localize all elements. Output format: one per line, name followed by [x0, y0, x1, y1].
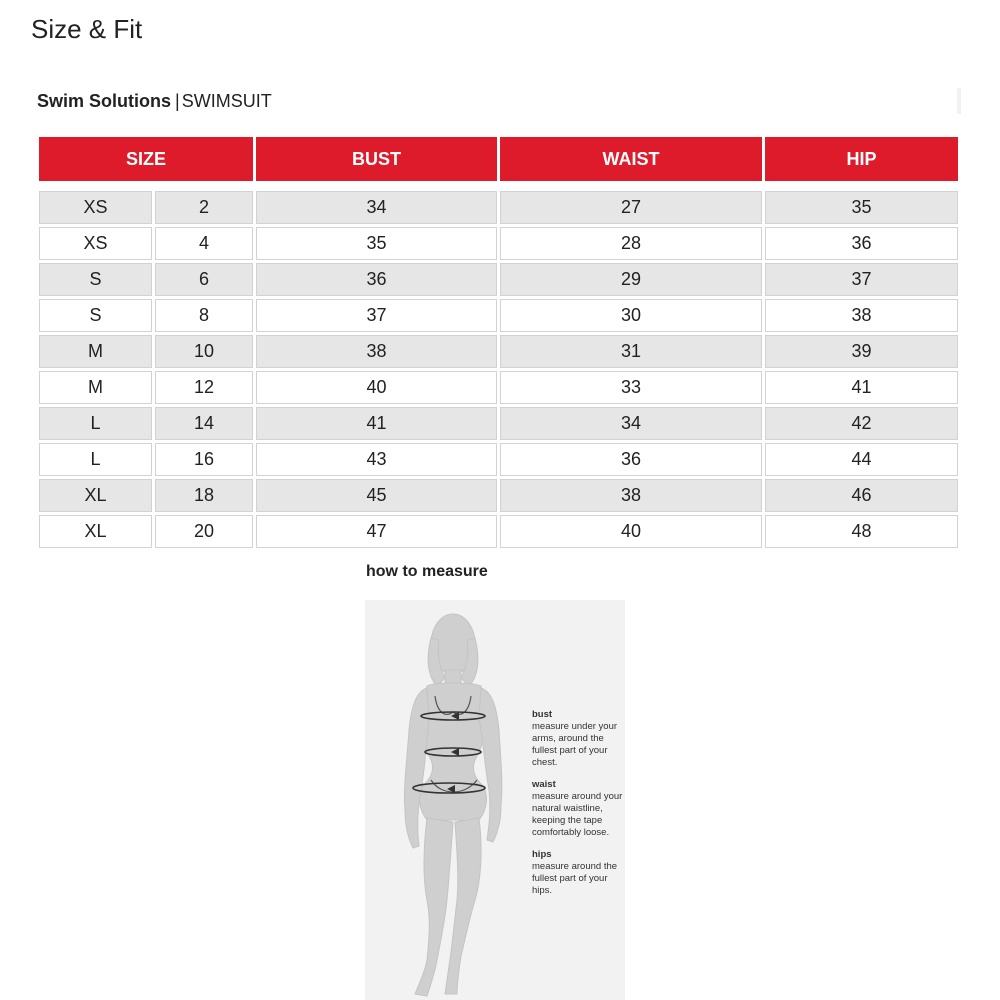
cell-bust: 41: [256, 407, 497, 440]
table-row: [39, 515, 958, 548]
table-row: [39, 299, 958, 332]
note-hips: hips measure around the fullest part of your hips.: [532, 849, 618, 896]
header-size: SIZE: [39, 137, 253, 181]
cell-size-letter: M: [39, 371, 152, 404]
cell-bust: 47: [256, 515, 497, 548]
product-category: SWIMSUIT: [181, 91, 272, 111]
cell-bust: 36: [256, 263, 497, 296]
table-header-row: [39, 137, 958, 181]
cell-waist: 29: [500, 263, 762, 296]
cell-size-letter: L: [39, 407, 152, 440]
cell-size-number: 16: [155, 443, 253, 476]
table-row: [39, 371, 958, 404]
cell-size-number: 4: [155, 227, 253, 260]
cell-size-letter: S: [39, 263, 152, 296]
header-hip: HIP: [765, 137, 958, 181]
cell-waist: 27: [500, 191, 762, 224]
how-to-measure-heading: how to measure: [366, 563, 488, 580]
cell-size-number: 8: [155, 299, 253, 332]
size-chart-body: [39, 191, 958, 548]
table-row: [39, 443, 958, 476]
table-row: [39, 479, 958, 512]
cell-bust: 34: [256, 191, 497, 224]
measurement-guide-image: [365, 600, 625, 1000]
note-waist: waist measure around your natural waistline, keeping the tape comfortably loose.: [532, 779, 623, 838]
cell-size-letter: XS: [39, 191, 152, 224]
cell-size-number: 6: [155, 263, 253, 296]
cell-hip: 37: [765, 263, 958, 296]
cell-size-number: 18: [155, 479, 253, 512]
cell-waist: 40: [500, 515, 762, 548]
cell-size-letter: M: [39, 335, 152, 368]
table-row: [39, 407, 958, 440]
table-row: [39, 227, 958, 260]
cell-hip: 38: [765, 299, 958, 332]
cell-waist: 34: [500, 407, 762, 440]
cell-size-number: 10: [155, 335, 253, 368]
cell-waist: 38: [500, 479, 762, 512]
cell-bust: 45: [256, 479, 497, 512]
cell-size-letter: L: [39, 443, 152, 476]
cell-size-letter: XL: [39, 515, 152, 548]
cell-hip: 46: [765, 479, 958, 512]
cell-waist: 31: [500, 335, 762, 368]
cell-hip: 36: [765, 227, 958, 260]
cell-size-letter: XL: [39, 479, 152, 512]
table-row: [39, 263, 958, 296]
cell-waist: 36: [500, 443, 762, 476]
cell-bust: 38: [256, 335, 497, 368]
cell-size-number: 2: [155, 191, 253, 224]
cell-hip: 44: [765, 443, 958, 476]
scrollbar[interactable]: [957, 88, 961, 114]
cell-size-letter: XS: [39, 227, 152, 260]
table-row: [39, 191, 958, 224]
header-waist: WAIST: [500, 137, 762, 181]
cell-hip: 42: [765, 407, 958, 440]
header-bust: BUST: [256, 137, 497, 181]
header-spacer: [39, 184, 958, 188]
cell-waist: 28: [500, 227, 762, 260]
cell-size-number: 20: [155, 515, 253, 548]
brand-name: Swim Solutions: [37, 91, 172, 111]
product-heading: [37, 91, 272, 112]
cell-hip: 35: [765, 191, 958, 224]
cell-size-number: 14: [155, 407, 253, 440]
cell-hip: 41: [765, 371, 958, 404]
cell-size-number: 12: [155, 371, 253, 404]
cell-bust: 43: [256, 443, 497, 476]
cell-waist: 33: [500, 371, 762, 404]
cell-bust: 35: [256, 227, 497, 260]
measurement-notes: [532, 709, 624, 907]
cell-hip: 39: [765, 335, 958, 368]
cell-size-letter: S: [39, 299, 152, 332]
cell-hip: 48: [765, 515, 958, 548]
product-separator: |: [175, 91, 180, 111]
page-title: Size & Fit: [31, 14, 143, 44]
cell-waist: 30: [500, 299, 762, 332]
note-bust: bust measure under your arms, around the fullest part of your chest.: [532, 709, 618, 768]
table-row: [39, 335, 958, 368]
cell-bust: 37: [256, 299, 497, 332]
cell-bust: 40: [256, 371, 497, 404]
size-chart-table: [36, 134, 961, 551]
